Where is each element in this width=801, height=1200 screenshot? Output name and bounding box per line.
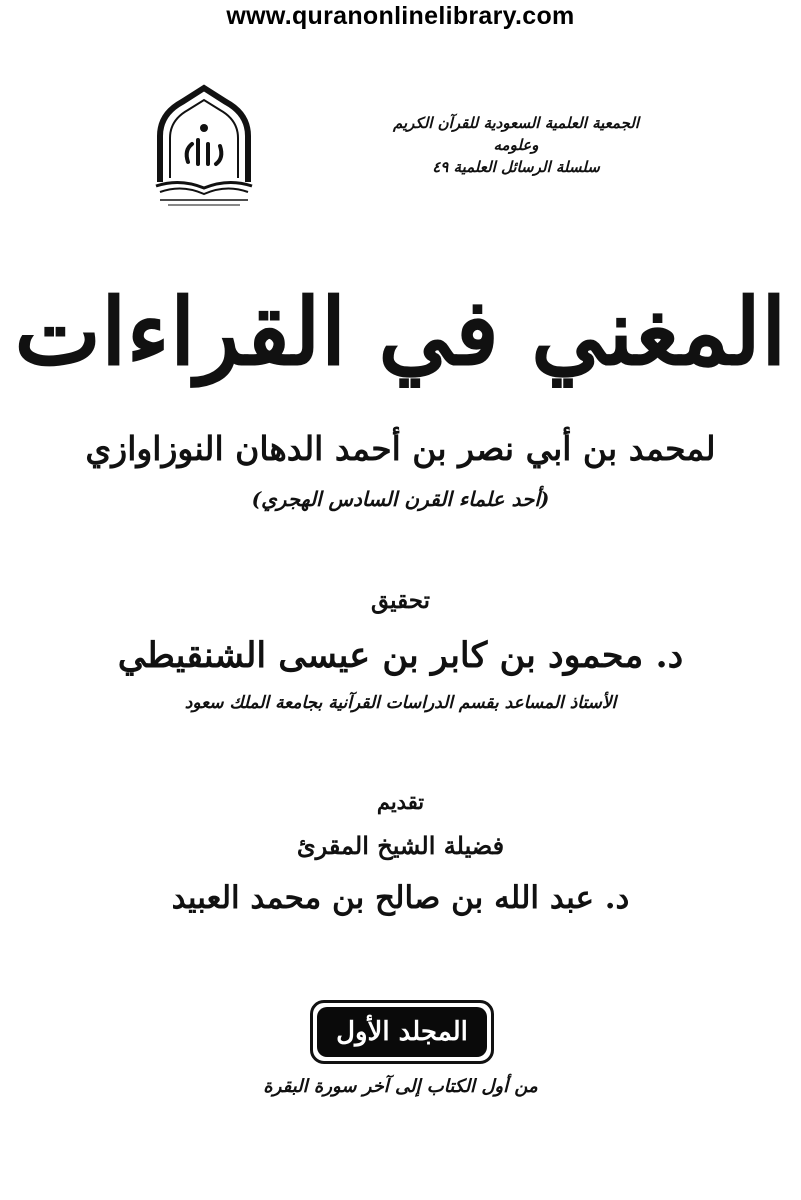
author-era: (أحد علماء القرن السادس الهجري) bbox=[251, 487, 550, 511]
publisher-header bbox=[381, 112, 651, 178]
editor-name: د. محمود بن كابر بن عيسى الشنقيطي bbox=[117, 635, 684, 676]
editor-label: تحقيق bbox=[370, 587, 430, 614]
foreword-honorific: فضيلة الشيخ المقرئ bbox=[296, 831, 505, 860]
author-name: لمحمد بن أبي نصر بن أحمد الدهان النوزاوازي bbox=[85, 429, 716, 468]
book-title: المغني في القراءات bbox=[14, 278, 787, 386]
publisher-logo bbox=[150, 84, 258, 210]
foreword-label: تقديم bbox=[376, 789, 425, 814]
tibyan-logo-icon bbox=[150, 84, 258, 210]
foreword-author-name: د. عبد الله بن صالح بن محمد العبيد bbox=[171, 880, 630, 916]
site-url: www.quranonlinelibrary.com bbox=[226, 2, 575, 30]
volume-range: من أول الكتاب إلى آخر سورة البقرة bbox=[263, 1076, 538, 1097]
editor-title: الأستاذ المساعد بقسم الدراسات القرآنية بجامعة الملك سعود bbox=[184, 693, 617, 713]
volume-badge bbox=[310, 1000, 494, 1064]
volume-label: المجلد الأول bbox=[336, 1017, 468, 1047]
series-name: سلسلة الرسائل العلمية ٤٩ bbox=[432, 158, 600, 176]
publisher-name: الجمعية العلمية السعودية للقرآن الكريم وعلومه bbox=[392, 114, 639, 154]
volume-badge-inner bbox=[317, 1007, 487, 1057]
